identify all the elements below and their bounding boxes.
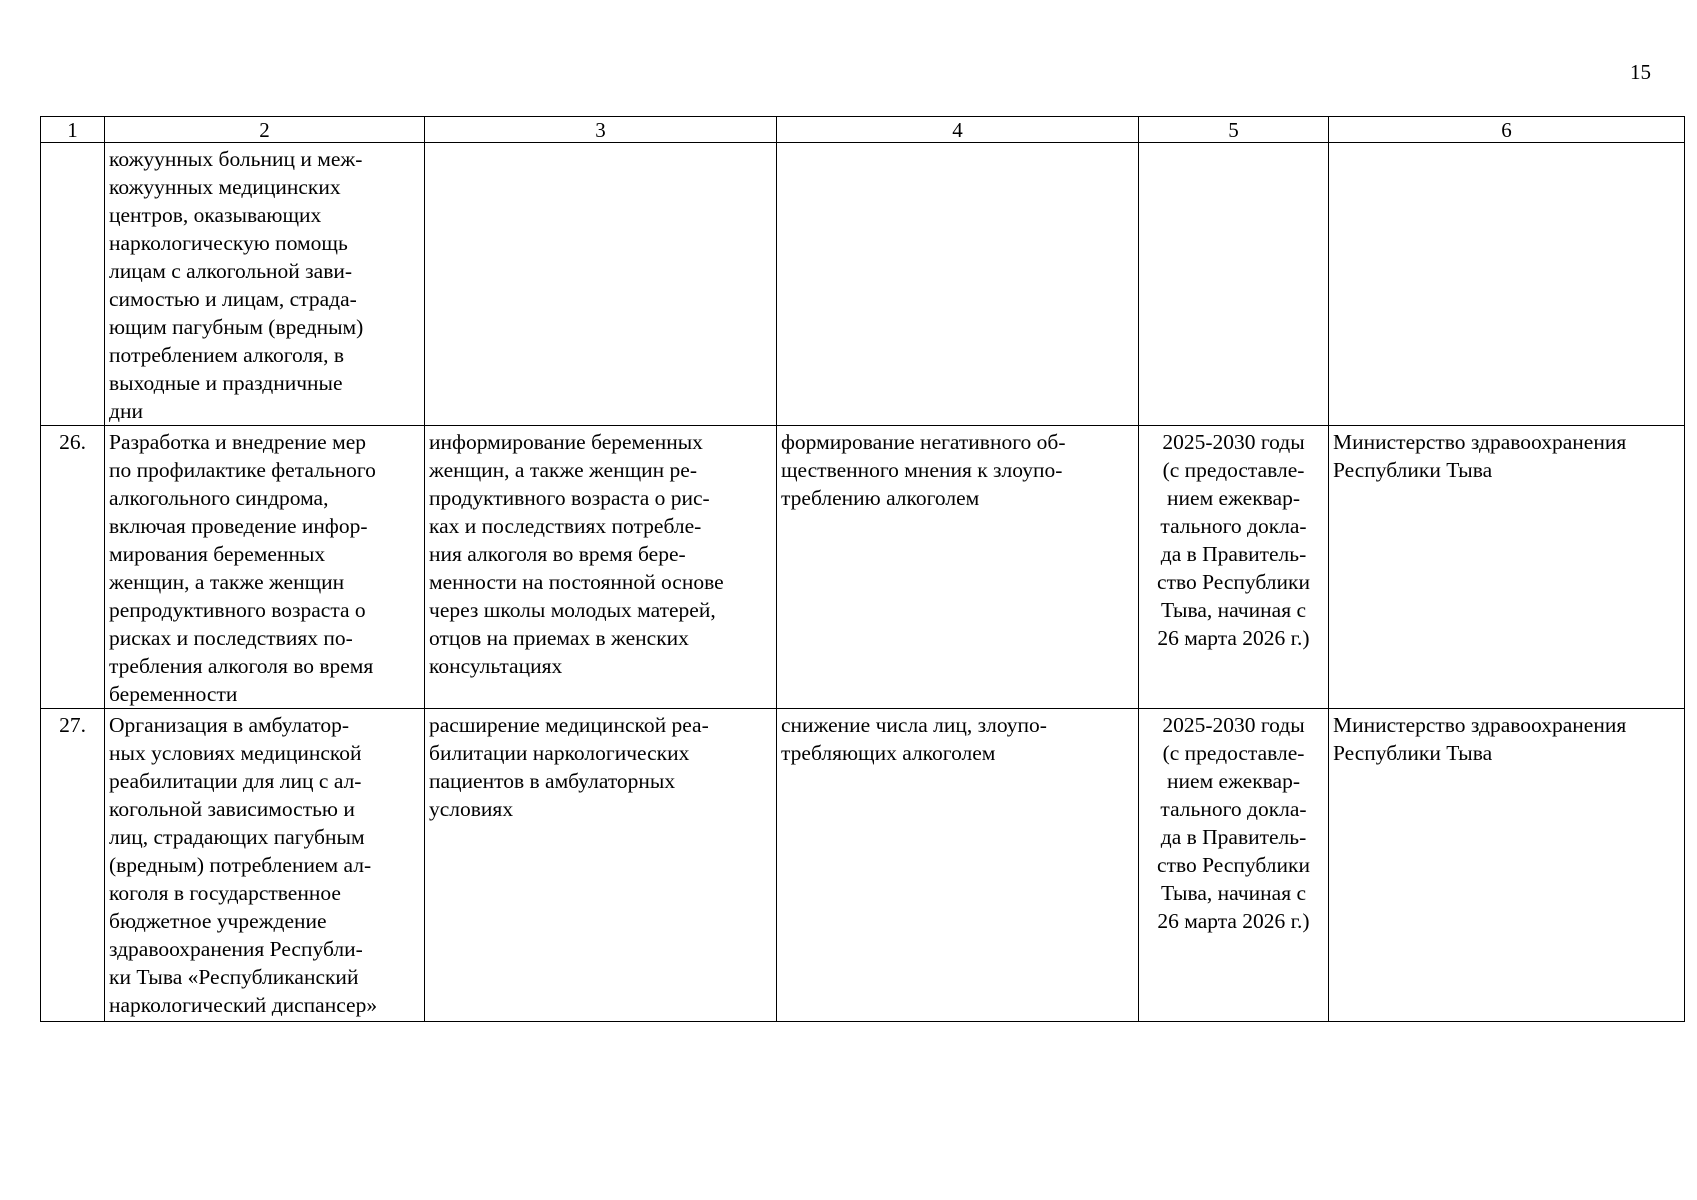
executor-cell: Министерство здравоохранения Республики Тыва — [1329, 709, 1685, 1022]
row-number-cell — [41, 143, 105, 426]
measure-content-cell: информирование беременных женщин, а также женщин ре- продуктивного возраста о рис- ках и последствиях потребле- ния алкоголя во время бере- менности на постоянной основе через школы молодых матерей, отцов на приемах в женских консультациях — [425, 426, 777, 709]
expected-result-cell: формирование негативного об- щественного мнения к злоупо- треблению алкоголем — [777, 426, 1139, 709]
column-header-4: 4 — [777, 117, 1139, 143]
measure-name-cell: Организация в амбулатор- ных условиях медицинской реабилитации для лиц с ал- когольной зависимостью и лиц, страдающих пагубным (вредным) потреблением ал- коголя в государственное бюджетное учреждение здравоохранения Республи- ки Тыва «Республиканский наркологический диспансер» — [105, 709, 425, 1022]
measure-content-cell: расширение медицинской реа- билитации наркологических пациентов в амбулаторных условиях — [425, 709, 777, 1022]
measure-name-cell: Разработка и внедрение мер по профилактике фетального алкогольного синдрома, включая проведение инфор- мирования беременных женщин, а также женщин репродуктивного возраста о рисках и последствиях по- требления алкоголя во время беременности — [105, 426, 425, 709]
row-number-cell: 27. — [41, 709, 105, 1022]
column-number-header-row — [41, 117, 1685, 143]
column-header-3: 3 — [425, 117, 777, 143]
table-row-continuation — [41, 143, 1685, 426]
column-header-5: 5 — [1139, 117, 1329, 143]
expected-result-cell: снижение числа лиц, злоупо- требляющих алкоголем — [777, 709, 1139, 1022]
table-row-26 — [41, 426, 1685, 709]
executor-cell — [1329, 143, 1685, 426]
period-cell: 2025-2030 годы (с предоставле- нием ежеквар- тального докла- да в Правитель- ство Республики Тыва, начиная с 26 марта 2026 г.) — [1139, 426, 1329, 709]
column-header-1: 1 — [41, 117, 105, 143]
page-number: 15 — [1630, 60, 1651, 84]
column-header-6: 6 — [1329, 117, 1685, 143]
measures-table — [40, 116, 1685, 1022]
measure-name-cell: кожуунных больниц и меж- кожуунных медицинских центров, оказывающих наркологическую помощь лицам с алкогольной зави- симостью и лицам, страда- ющим пагубным (вредным) потреблением алкоголя, в выходные и праздничные дни — [105, 143, 425, 426]
expected-result-cell — [777, 143, 1139, 426]
period-cell — [1139, 143, 1329, 426]
period-cell: 2025-2030 годы (с предоставле- нием ежеквар- тального докла- да в Правитель- ство Республики Тыва, начиная с 26 марта 2026 г.) — [1139, 709, 1329, 1022]
table-row-27 — [41, 709, 1685, 1022]
column-header-2: 2 — [105, 117, 425, 143]
executor-cell: Министерство здравоохранения Республики Тыва — [1329, 426, 1685, 709]
row-number-cell: 26. — [41, 426, 105, 709]
measure-content-cell — [425, 143, 777, 426]
